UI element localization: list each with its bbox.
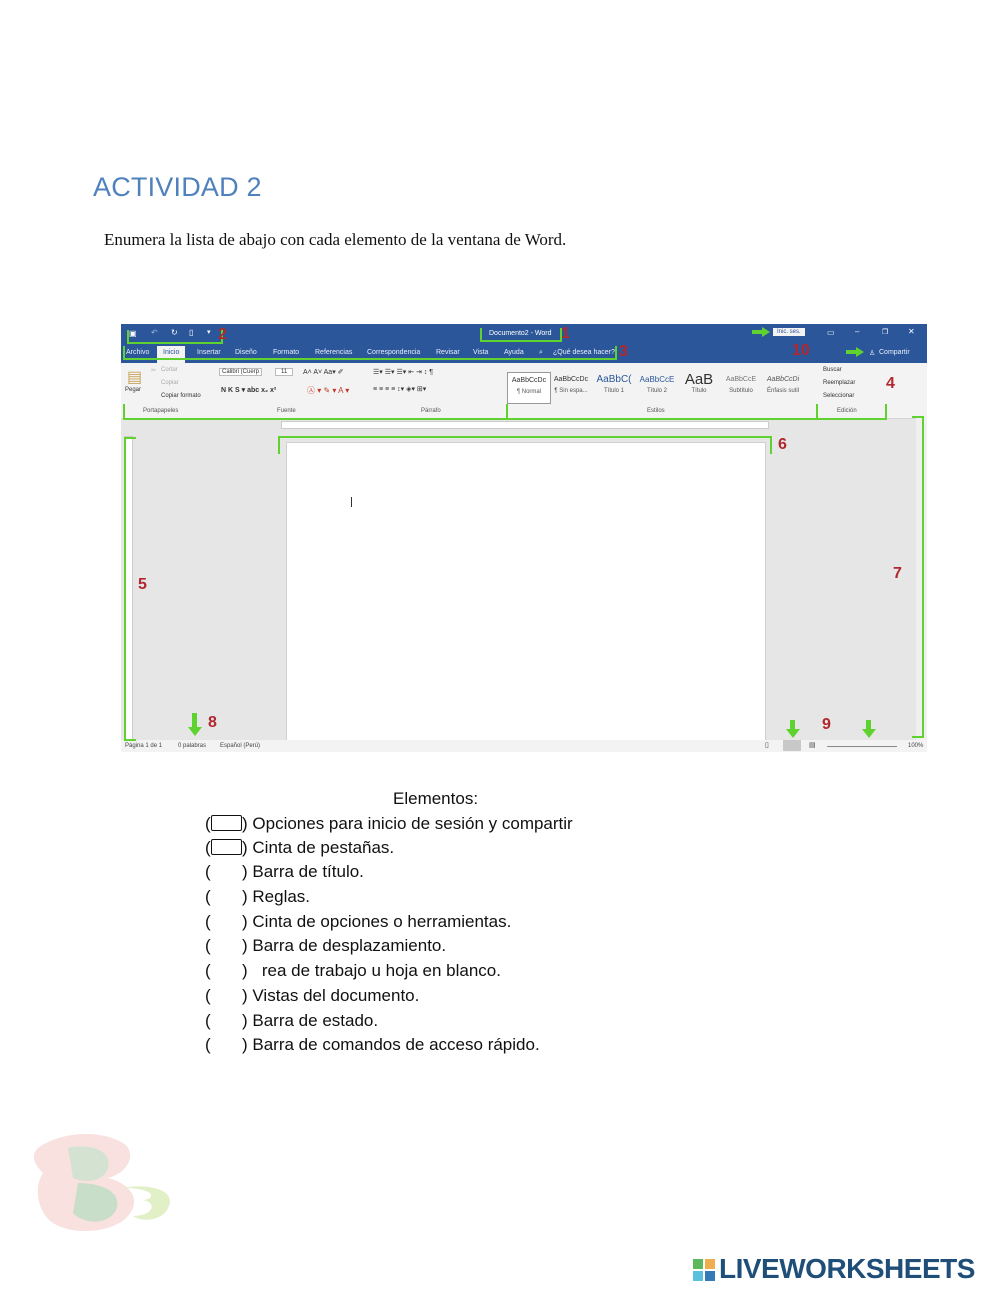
word-window-screenshot bbox=[121, 324, 927, 752]
cut-icon: ✂ bbox=[151, 368, 157, 374]
callout-number-6: 6 bbox=[778, 436, 787, 453]
status-bar bbox=[121, 740, 927, 752]
style-subtle-emphasis: AaBbCcDi Énfasis sutil bbox=[766, 376, 800, 394]
style-heading-1: AaBbC( Título 1 bbox=[596, 374, 632, 394]
answer-input[interactable] bbox=[211, 839, 242, 855]
tell-me-box: ¿Qué desea hacer? bbox=[553, 349, 615, 356]
list-item: ( ) Cinta de opciones o herramientas. bbox=[205, 912, 512, 931]
callout-ribbon-divider-1 bbox=[506, 404, 508, 418]
callout-number-5: 5 bbox=[138, 576, 147, 593]
callout-number-1: 1 bbox=[561, 325, 570, 342]
alignment-icons: ≡ ≡ ≡ ≡ ↕▾ ◈▾ ⊞▾ bbox=[373, 386, 427, 393]
font-name-box: Calibri (Cuerp bbox=[219, 368, 262, 376]
undo-icon: ↶ bbox=[151, 328, 158, 337]
page-count: Página 1 de 1 bbox=[125, 743, 163, 749]
language-indicator: Español (Perú) bbox=[220, 743, 261, 749]
share-button: Compartir bbox=[879, 349, 910, 356]
list-item: ( ) Barra de título. bbox=[205, 862, 364, 881]
callout-number-3: 3 bbox=[619, 343, 628, 360]
tab-insertar: Insertar bbox=[197, 349, 221, 356]
status-arrow bbox=[188, 727, 202, 736]
signin-arrow bbox=[762, 327, 770, 337]
signin-arrow-shaft bbox=[752, 330, 762, 334]
clipboard-group-label: Portapapeles bbox=[143, 408, 179, 414]
callout-scrollbar-bracket bbox=[912, 416, 924, 738]
tab-inicio: Inicio bbox=[157, 346, 185, 363]
liveworksheets-brand: LIVEWORKSHEETS bbox=[719, 1253, 975, 1284]
callout-number-2: 2 bbox=[218, 326, 227, 343]
font-group-label: Fuente bbox=[277, 408, 296, 414]
read-mode-icon: ▯ bbox=[765, 742, 769, 749]
list-icons: ☰▾ ☰▾ ☰▾ ⇤ ⇥ ↕ ¶ bbox=[373, 369, 434, 376]
print-layout-icon bbox=[783, 740, 801, 751]
redo-icon: ↻ bbox=[171, 328, 178, 337]
page-title: ACTIVIDAD 2 bbox=[93, 172, 262, 202]
tab-vista: Vista bbox=[473, 349, 489, 356]
search-icon: ⌕ bbox=[539, 349, 543, 356]
style-title: AaB Título bbox=[684, 372, 714, 394]
font-color-icons: Ⓐ ▾ ✎ ▾ A ▾ bbox=[307, 386, 350, 395]
tab-referencias: Referencias bbox=[315, 349, 353, 356]
answer-input[interactable] bbox=[211, 1036, 242, 1052]
callout-number-7: 7 bbox=[893, 565, 902, 582]
answer-input[interactable] bbox=[211, 913, 242, 929]
list-item: ( ) Vistas del documento. bbox=[205, 986, 420, 1005]
customize-toolbar-icon: ▾ bbox=[207, 329, 211, 336]
school-logo-watermark bbox=[28, 1128, 184, 1238]
callout-quick-access-bracket bbox=[127, 330, 223, 344]
close-icon: ✕ bbox=[908, 327, 915, 336]
styles-group-label: Estilos bbox=[647, 408, 665, 414]
list-item: ( ) Barra de comandos de acceso rápido. bbox=[205, 1035, 540, 1054]
callout-number-9: 9 bbox=[822, 716, 831, 733]
text-cursor bbox=[351, 497, 352, 507]
tab-revisar: Revisar bbox=[436, 349, 460, 356]
style-subtitle: AaBbCcE Subtítulo bbox=[725, 376, 757, 394]
list-item: ( ) Opciones para inicio de sesión y compartir bbox=[205, 814, 573, 833]
answer-input[interactable] bbox=[211, 937, 242, 953]
window-title: Documento2 - Word bbox=[489, 330, 552, 337]
web-layout-icon: ▤ bbox=[809, 742, 816, 749]
ribbon-display-icon: ▭ bbox=[827, 328, 835, 337]
callout-page-bracket bbox=[278, 436, 772, 454]
style-normal: AaBbCcDc ¶ Normal bbox=[507, 372, 551, 404]
tab-archivo: Archivo bbox=[126, 349, 150, 356]
share-arrow bbox=[856, 347, 864, 357]
font-grow-shrink-icons: A˄ A˅ Aa▾ ✐ bbox=[303, 369, 344, 376]
copy-label: Copiar bbox=[161, 380, 179, 386]
tab-diseno: Diseño bbox=[235, 349, 257, 356]
font-format-icons: N K S ▾ abc x₂ x² bbox=[221, 387, 277, 394]
replace-label: Reemplazar bbox=[823, 380, 856, 386]
restore-icon: ❐ bbox=[882, 329, 889, 336]
answer-input[interactable] bbox=[211, 888, 242, 904]
editing-group-label: Edición bbox=[837, 408, 857, 414]
format-painter-label: Copiar formato bbox=[161, 393, 201, 399]
select-label: Seleccionar bbox=[823, 393, 855, 399]
zoom-arrow bbox=[862, 729, 876, 738]
horizontal-ruler bbox=[281, 421, 769, 429]
person-icon: ♙ bbox=[869, 350, 876, 357]
list-item: ( ) Cinta de pestañas. bbox=[205, 838, 395, 857]
font-size-box: 11 bbox=[275, 368, 293, 376]
liveworksheets-logo-icon bbox=[693, 1259, 715, 1281]
find-label: Buscar bbox=[823, 367, 842, 373]
instruction-text: Enumera la lista de abajo con cada elemento de la ventana de Word. bbox=[104, 230, 567, 249]
status-arrow-shaft bbox=[192, 713, 197, 727]
word-count: 0 palabras bbox=[178, 743, 207, 749]
callout-title-bracket bbox=[480, 328, 562, 342]
elements-heading: Elementos: bbox=[393, 789, 479, 808]
tab-correspondencia: Correspondencia bbox=[367, 349, 421, 356]
new-document-icon: ▯ bbox=[189, 328, 194, 337]
paragraph-group-label: Párrafo bbox=[421, 408, 441, 414]
paste-label: Pegar bbox=[125, 387, 142, 393]
tab-formato: Formato bbox=[273, 349, 300, 356]
paste-icon: ▤ bbox=[127, 369, 143, 386]
share-arrow-shaft bbox=[846, 350, 856, 354]
minimize-icon: – bbox=[855, 327, 860, 336]
callout-ruler-bracket bbox=[124, 437, 136, 741]
answer-input[interactable] bbox=[211, 1012, 242, 1028]
list-item: ( ) Barra de estado. bbox=[205, 1011, 379, 1030]
style-heading-2: AaBbCcE Título 2 bbox=[639, 375, 675, 394]
list-item: ( ) Barra de desplazamiento. bbox=[205, 936, 447, 955]
answer-input[interactable] bbox=[211, 815, 242, 831]
list-item: ( ) rea de trabajo u hoja en blanco. bbox=[205, 961, 501, 980]
callout-ribbon-bracket bbox=[123, 404, 887, 420]
views-arrow bbox=[786, 729, 800, 738]
tab-ayuda: Ayuda bbox=[504, 349, 524, 356]
answer-input[interactable] bbox=[211, 987, 242, 1003]
answer-input[interactable] bbox=[211, 863, 242, 879]
zoom-slider bbox=[827, 746, 897, 747]
list-item: ( ) Reglas. bbox=[205, 887, 311, 906]
signin-button: Inic. ses. bbox=[773, 328, 805, 336]
answer-input[interactable] bbox=[211, 962, 242, 978]
callout-ribbon-divider-2 bbox=[816, 404, 818, 418]
style-no-spacing: AaBbCcDc ¶ Sin espa... bbox=[553, 376, 589, 394]
zoom-level: 100% bbox=[908, 743, 924, 749]
callout-tabs-bracket bbox=[123, 346, 617, 360]
callout-number-8: 8 bbox=[208, 714, 217, 731]
callout-number-10: 10 bbox=[792, 342, 810, 359]
save-icon: ▣ bbox=[129, 329, 137, 338]
cut-label: Cortar bbox=[161, 367, 178, 373]
callout-number-4: 4 bbox=[886, 375, 895, 392]
blank-page bbox=[286, 442, 766, 744]
